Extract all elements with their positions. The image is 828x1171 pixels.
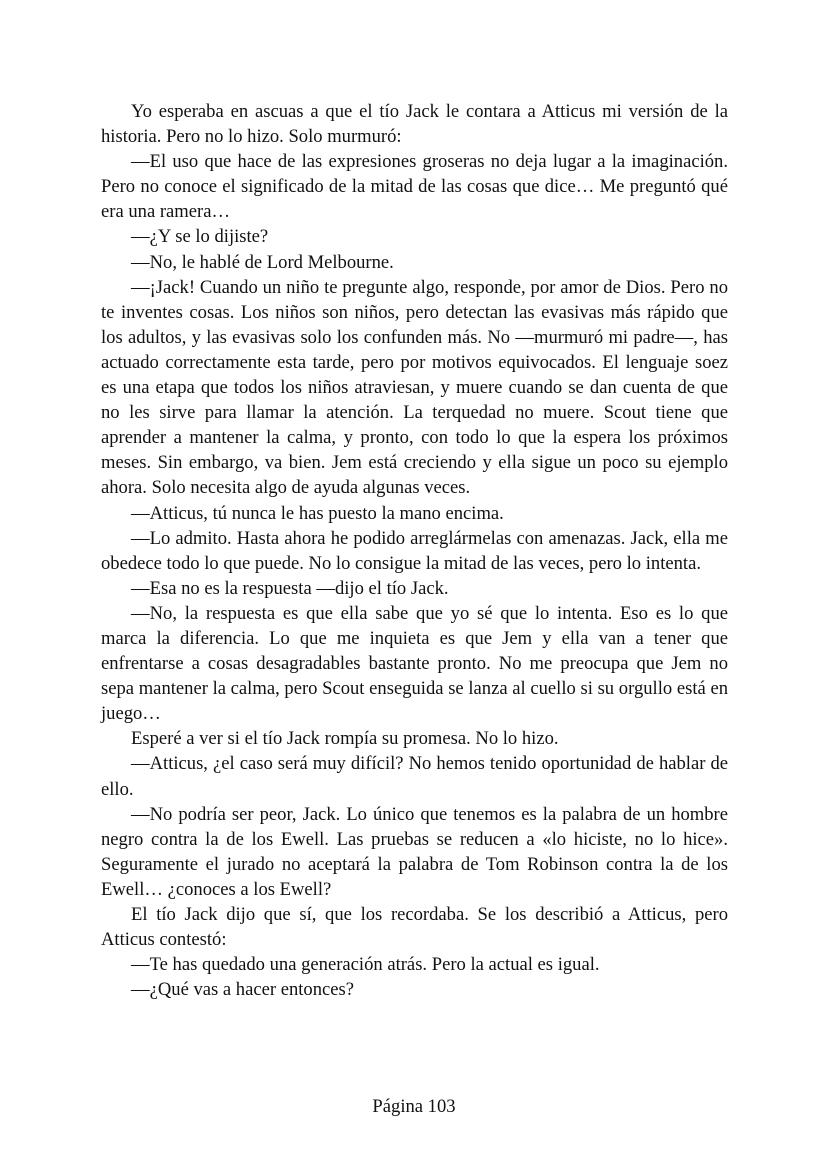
paragraph: —Esa no es la respuesta —dijo el tío Jack. xyxy=(131,577,449,599)
paragraph: —No, le hablé de Lord Melbourne. xyxy=(131,251,394,273)
paragraph: —Atticus, ¿el caso será muy difícil? No hemos tenido oportunidad de hablar de ello. xyxy=(101,753,728,800)
paragraph: —¿Y se lo dijiste? xyxy=(131,226,269,248)
paragraph: —El uso que hace de las expresiones groseras no deja lugar a la imaginación. Pero no conoce el significado de la mitad de las cosas que dice… Me preguntó qué era una ramera… xyxy=(101,151,728,223)
paragraph: Esperé a ver si el tío Jack rompía su promesa. No lo hizo. xyxy=(131,728,559,750)
paragraph: Yo esperaba en ascuas a que el tío Jack le contara a Atticus mi versión de la historia. Pero no lo hizo. Solo murmuró: xyxy=(101,101,728,148)
paragraph: —¿Qué vas a hacer entonces? xyxy=(131,979,355,1001)
page-number: Página 103 xyxy=(372,1096,456,1117)
paragraph: —Atticus, tú nunca le has puesto la mano encima. xyxy=(131,502,504,524)
page-body xyxy=(101,99,728,1002)
paragraph: —¡Jack! Cuando un niño te pregunte algo, responde, por amor de Dios. Pero no te inventes cosas. Los niños son niños, pero detectan las evasivas más rápido que los adultos, y las evasivas solo los confunden más. No —murmuró mi padre—, has actuado correctamente esta tarde, pero por motivos equivocados. El lenguaje soez es una etapa que todos los niños atraviesan, y muere cuando se dan cuenta de que no les sirve para llamar la atención. La terquedad no muere. Scout tiene que aprender a mantener la calma, y pronto, con todo lo que la espera los próximos meses. Sin embargo, va bien. Jem está creciendo y ella sigue un poco su ejemplo ahora. Solo necesita algo de ayuda algunas veces. xyxy=(101,276,728,499)
paragraph: —No, la respuesta es que ella sabe que yo sé que lo intenta. Eso es lo que marca la diferencia. Lo que me inquieta es que Jem y ella van a tener que enfrentarse a cosas desagradables bastante pronto. No me preocupa que Jem no sepa mantener la calma, pero Scout enseguida se lanza al cuello si su orgullo está en juego… xyxy=(101,602,728,725)
paragraph: El tío Jack dijo que sí, que los recordaba. Se los describió a Atticus, pero Atticus contestó: xyxy=(101,904,728,951)
paragraph: —Te has quedado una generación atrás. Pero la actual es igual. xyxy=(131,954,600,976)
paragraph: —No podría ser peor, Jack. Lo único que tenemos es la palabra de un hombre negro contra la de los Ewell. Las pruebas se reducen a «lo hiciste, no lo hice». Seguramente el jurado no aceptará la palabra de Tom Robinson contra la de los Ewell… ¿conoces a los Ewell? xyxy=(101,803,728,900)
paragraph: —Lo admito. Hasta ahora he podido arreglármelas con amenazas. Jack, ella me obedece todo lo que puede. No lo consigue la mitad de las veces, pero lo intenta. xyxy=(101,527,728,574)
